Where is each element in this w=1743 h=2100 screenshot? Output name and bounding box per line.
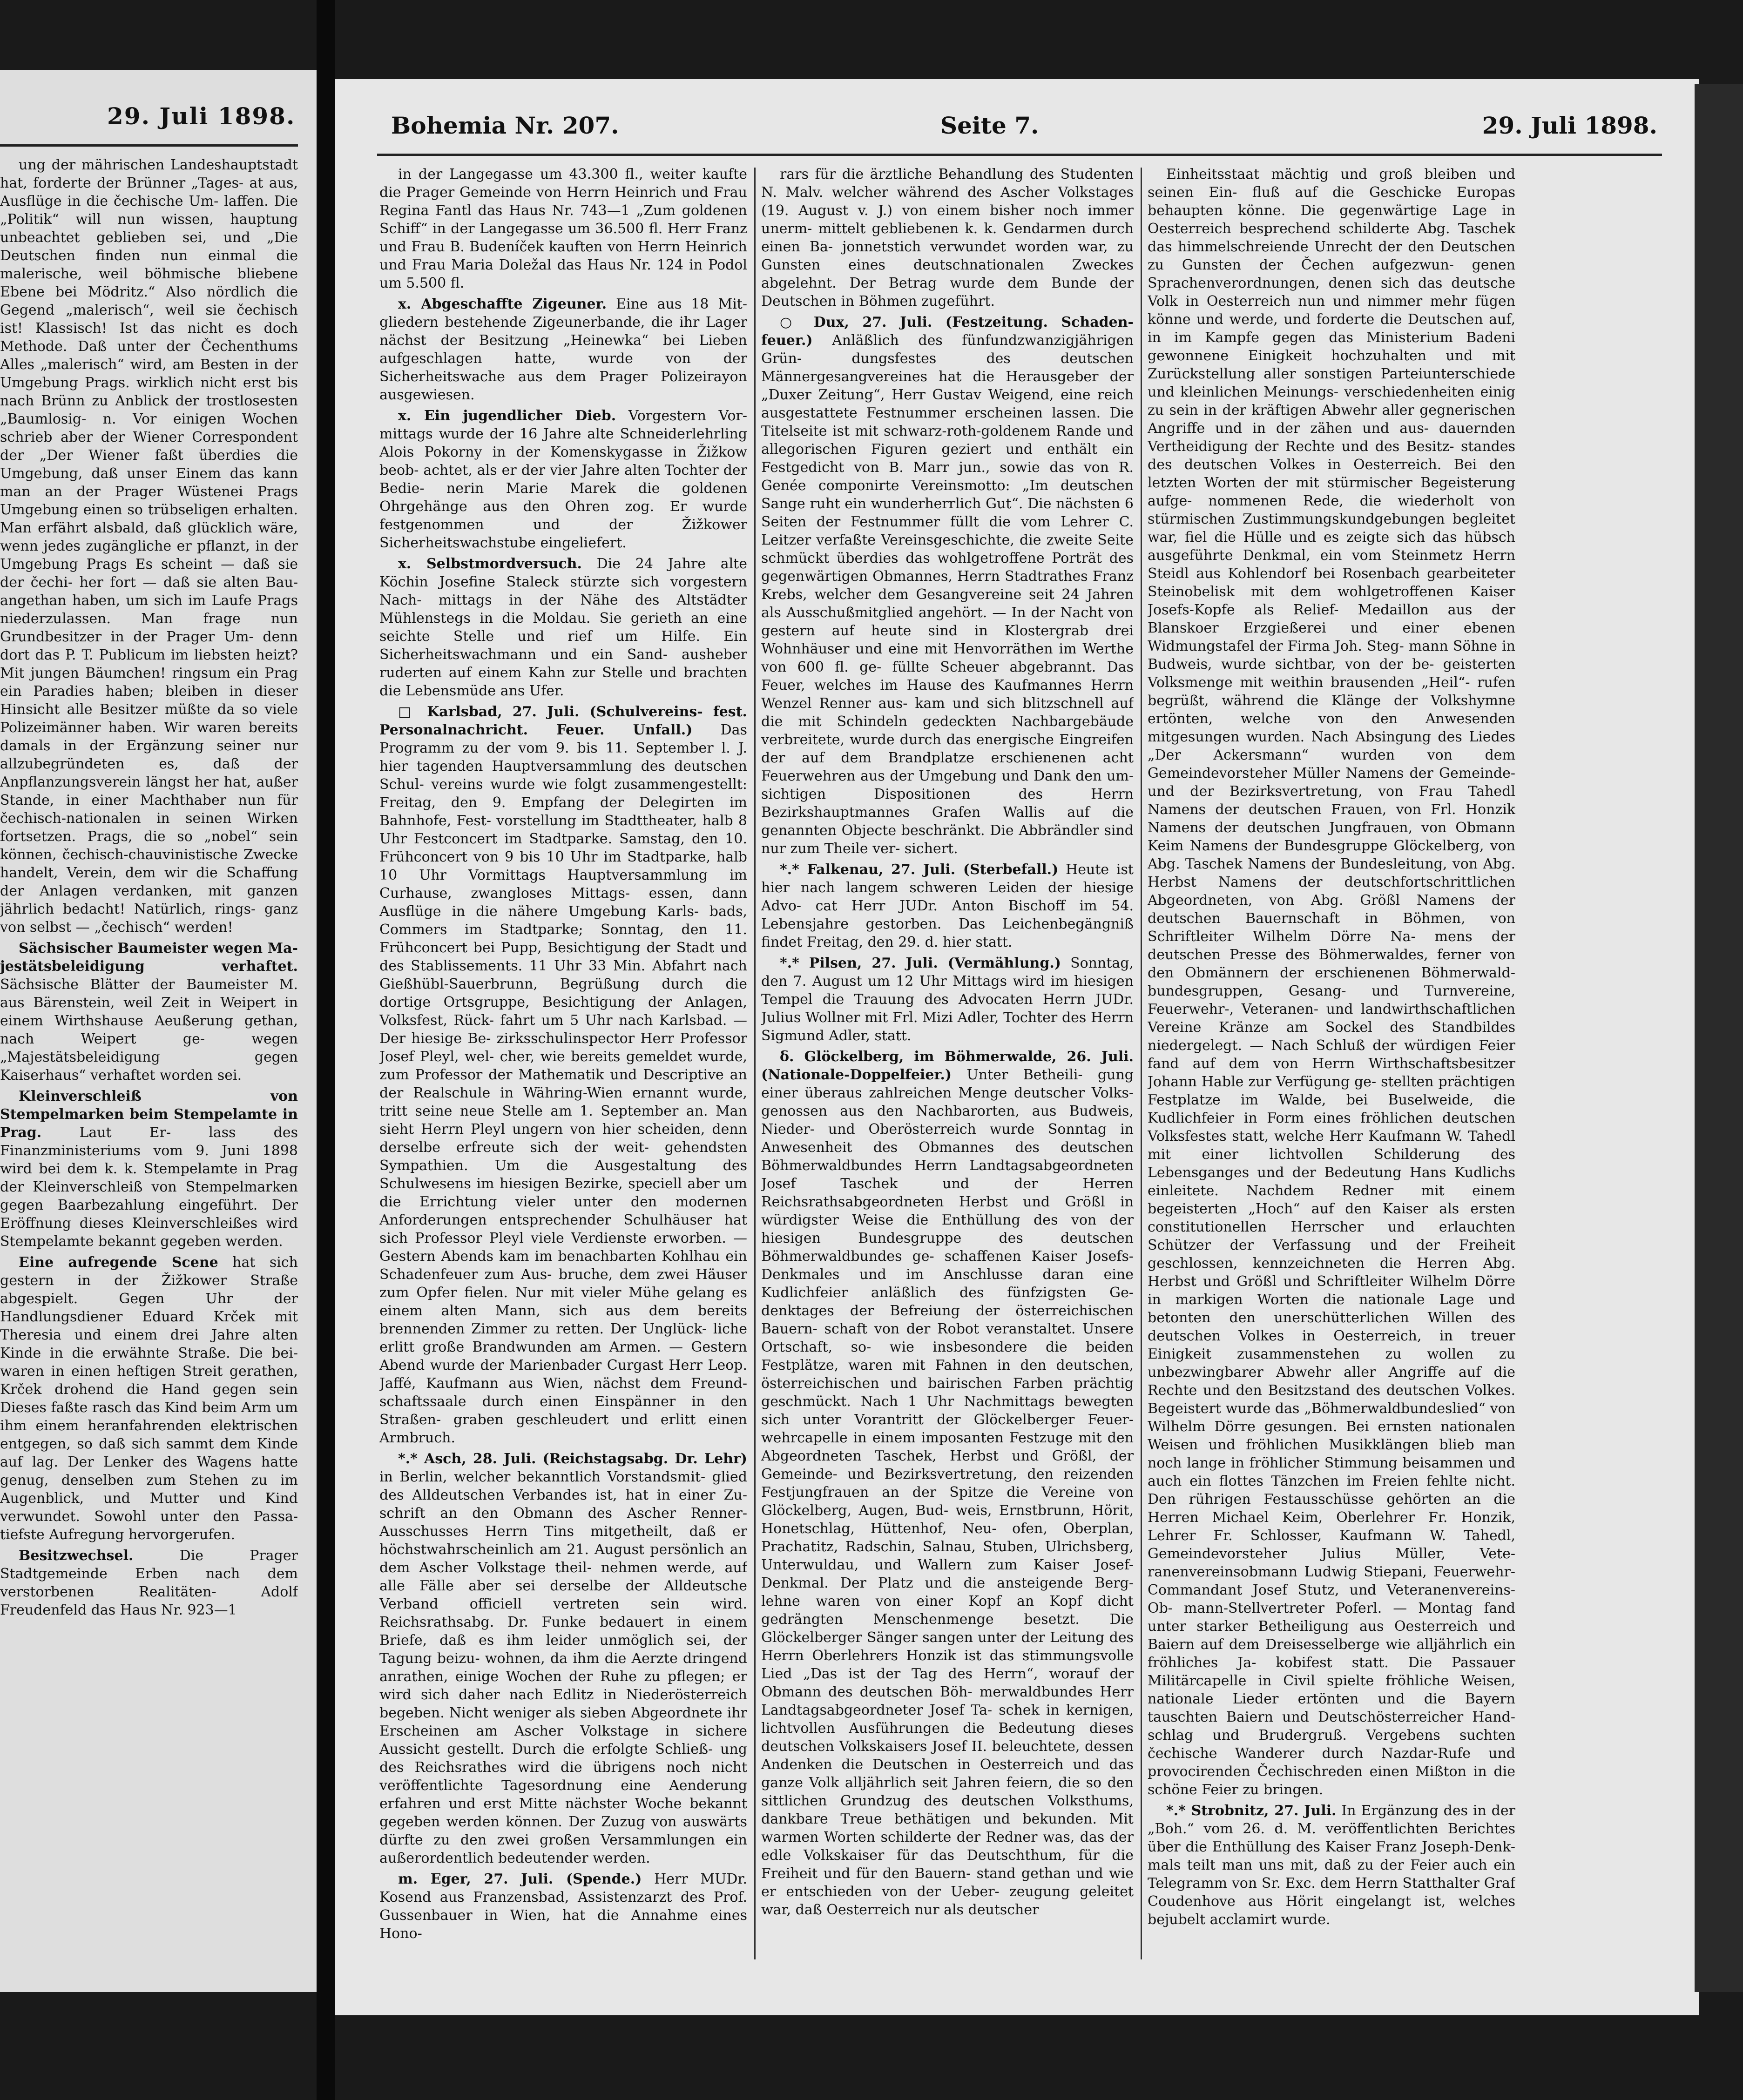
page-number: Seite 7. <box>940 112 1039 139</box>
column-separator <box>754 168 756 1959</box>
book-gutter <box>317 0 335 2100</box>
column-2 <box>761 165 1134 1966</box>
column-3 <box>1148 165 1515 1966</box>
article-text: Unter Betheili- gung einer überaus zahlreichen Menge deutscher Volks- genossen aus den Nachbarorten, aus Budweis, Nieder- und Oberösterreich wurde Sonntag in Anwesenheit des Obmannes des deutschen Böhmerwaldbundes Herrn Landtagsabgeordneten Josef Taschek und der Herren Reichsrathsabgeordneten Herbst und Größl in würdigster Weise die Enthüllung des von der hiesigen Bundesgruppe des deutschen Böhmerwaldbundes ge- schaffenen Kaiser Josefs-Denkmales und im Anschlusse daran eine Kudlichfeier anläßlich des fünfzigsten Ge- denktages der Befreiung der österreichischen Bauern- schaft von der Robot veranstaltet. Unsere Ortschaft, so- wie insbesondere die beiden Festplätze, waren mit Fahnen in den deutschen, österreichischen und bairischen Farben prächtig geschmückt. Nach 1 Uhr Nachmittags bewegten sich unter Vorantritt der Glöckelberger Feuer- wehrcapelle in einem imposanten Festzuge mit den Abgeordneten Taschek, Herbst und Größl, der Gemeinde- und Bezirksvertretung, den reizenden Festjungfrauen an der Spitze die Vereine von Glöckelberg, Augen, Bud- weis, Ernstbrunn, Hörit, Honetschlag, Hüttenhof, Neu- ofen, Oberplan, Prachatitz, Radschin, Salnau, Stuben, Ulrichsberg, Unterwuldau, und Wallern zum Kaiser Josef-Denkmal. Der Platz und die ansteigende Berg- lehne waren von einer Kopf an Kopf dicht gedrängten Menschenmenge besetzt. Die Glöckelberger Sänger sangen unter der Leitung des Herrn Oberlehrers Honzik ist das stimmungsvolle Lied „Das ist der Tag des Herrn“, worauf der Obmann des deutschen Böh- merwaldbundes Herr Landtagsabgeordneter Josef Ta- schek in kernigen, lichtvollen Ausführungen die Bedeutung dieses deutschen Volkskaisers Josef II. beleuchtete, dessen Andenken die Deutschen in Oesterreich und das ganze Volk alljährlich seit Jahren feiern, die so den sittlichen Grundzug des deutschen Volksthums, dankbare Treue bethätigen und bekunden. Mit warmen Worten schilderte der Redner was, das der edle Volkskaiser für das Deutschthum, für die Freiheit und für den Bauern- stand gethan und wie er entschieden von der Ueber- zeugung geleitet war, daß Oesterreich nur als deutscher <box>761 1067 1134 1918</box>
left-headline-3: Eine aufregende Scene <box>19 1254 218 1271</box>
column-separator <box>1141 168 1142 1959</box>
article-headline: *.* Strobnitz, 27. Juli. <box>1166 1803 1337 1819</box>
paper-title: Bohemia Nr. 207. <box>391 112 619 139</box>
article-text: In Ergänzung des in der „Boh.“ vom 26. d. M. veröffentlichten Berichtes über die Enthüllung des Kaiser Franz Joseph-Denk- mals teilt man uns mit, daß zu der Feier auch ein Telegramm von Sr. Exc. dem Herrn Statthalter Graf Coudenhove aus Hörit eingelangt ist, welches bejubelt acclamirt wurde. <box>1148 1803 1515 1928</box>
article-text: Anläßlich des fünfundzwanzigjährigen Grün- dungsfestes des deutschen Männergesangvereines hat die Herausgeber der „Duxer Zeitung“, Herr Gustav Weigend, eine reich ausgestattete Festnummer erscheinen lassen. Die Titelseite ist mit schwarz-roth-goldenem Rande und allegorischen Figuren geziert und enthält ein Festgedicht von B. Marr jun., sowie das von R. Genée componirte Vereinsmotto: „Im deutschen Sange ruht ein wunderherrlich Gut“. Die nächsten 6 Seiten der Festnummer füllt die vom Lehrer C. Leitzer verfaßte Vereinsgeschichte, die zweite Seite schmückt überdies das wohlgetroffene Porträt des gegenwärtigen Obmannes, Herrn Stadtrathes Franz Krebs, welcher dem Gesangvereine seit 24 Jahren als Ausschußmitglied angehört. — In der Nacht von gestern auf heute sind in Klostergrab drei Wohnhäuser und eine mit Henvorräthen im Werthe von 600 fl. ge- füllte Scheuer abgebrannt. Das Feuer, welches im Hause des Kaufmannes Herrn Wenzel Renner aus- kam und sich blitzschnell auf die mit Schindeln gedeckten Nachbargebäude verbreitete, wurde durch das energische Eingreifen der auf dem Brandplatze erschienenen acht Feuerwehren aus der Umgebung und Dank den um- sichtigen Dispositionen des Herrn Bezirkshauptmannes Grafen Wallis auf die genannten Objecte beschränkt. Die Abbrändler sind nur zum Theile ver- sichert. <box>761 332 1134 857</box>
article-text: rars für die ärztliche Behandlung des Studenten N. Malv. welcher während des Ascher Volkstages (19. August v. J.) von einem bisher noch immer unerm- mittelt gebliebenen k. k. Gendarmen durch einen Ba- jonnetstich verwundet worden war, zu Gunsten eines deutschnationalen Zweckes abgelehnt. Der Betrag wurde dem Bunde der Deutschen in Böhmen zugeführt. <box>761 166 1134 310</box>
article-headline: ○ Dux, 27. Juli. (Festzeitung. Schaden- feuer.) <box>761 314 1134 349</box>
left-article-text: ung der mährischen Landeshauptstadt hat, forderte der Brünner „Tages- at aus, Ausflüge in die čechische Um- laffen. Die „Politik“ will nun wissen, hauptung unbeachtet geblieben sei, und „Die Deutschen finden nun einmal die malerische, weil böhmische bliebene Ebene bei Mödritz.“ Also nördlich die Gegend „malerisch“, weil sie čechisch ist! Klassisch! Ist das nicht es doch Methode. Daß unter der Čechenthums Alles „malerisch“ wird, am Besten in der Umgebung Prags. wirklich nicht erst bis nach Brünn zu Anblick der trostlosesten „Baumlosig- n. Vor einigen Wochen schrieb aber der Wiener Correspondent der „Der Wiener faßt überdies die Umgebung, daß unser Einem das kann man an der Prager Wüstenei Prags Umgebung einen so trübseligen erhalten. Man erfährt alsbald, daß glücklich wäre, wenn jedes zugängliche er pflanzt, in der Umgebung Prags Es scheint — daß sie der čechi- her fort — daß sie alten Bau- angethan haben, um sich im Laufe Prags niederzulassen. Man frage nun Grundbesitzer in der Prager Um- denn dort das P. T. Publicum im liebsten heizt? Mit jungen Bäumchen! ringsum ein Prag ein Paradies haben; bleiben in dieser Hinsicht alle Besitzer müßte da so viele Polizeimänner haben. Wir waren bereits damals in der Ergänzung seiner nur allzubegründeten es, daß der Anpflanzungsverein längst her hat, außer Stande, in einer Machthaber nun für čechisch-nationalen in seinen Wirken fortsetzen. Prags, die so „nobel“ sein können, čechisch-chauvinistische Zwecke handelt, Verein, dem wir die Schaffung der Anlagen verdanken, mit ganzen jährlich bedacht! Natürlich, rings- ganz von selbst — „čechisch“ werden! <box>0 157 298 936</box>
left-article-2: Laut Er- lass des Finanzministeriums vom 9. Juni 1898 wird bei dem k. k. Stempelamte in Prag der Kleinverschleiß von Stempelmarken gegen Baarbezahlung eingeführt. Der Eröffnung dieses Kleinverschleißes wird Stempelamte bekannt gegeben werden. <box>0 1124 298 1250</box>
header-rule <box>377 154 1662 156</box>
article-text: Einheitsstaat mächtig und groß bleiben und seinen Ein- fluß auf die Geschicke Europas behaupten könne. Die gegenwärtige Lage in Oesterreich besprechend schilderte Abg. Taschek das himmelschreiende Unrecht der den Deutschen zu Gunsten der Čechen aufgezwun- genen Sprachenverordnungen, denen sich das deutsche Volk in Oesterreich nun und nimmer mehr fügen könne und werde, und forderte die Deutschen auf, in im Kampfe gegen das Ministerium Badeni gewonnene Einigkeit hochzuhalten und mit Zurückstellung aller sonstigen Parteiunterschiede und kleinlichen Meinungs- verschiedenheiten einig zu sein in der kräftigen Abwehr aller gegnerischen Angriffe und in der zähen und aus- dauernden Vertheidigung der Rechte und des Besitz- standes des deutschen Volkes in Oesterreich. Bei den letzten Worten der mit stürmischer Begeisterung aufge- nommenen Rede, die wiederholt von stürmischen Zustimmungskundgebungen begleitet war, fiel die Hülle und es zeigte sich das hübsch ausgeführte Denkmal, ein vom Steinmetz Herrn Steidl aus Kohlendorf bei Rosenbach gearbeiteter Steinobelisk mit dem wohlgetroffenen Kaiser Josefs-Kopfe als Relief- Medaillon aus der Blanskoer Erzgießerei und einer ebenen Widmungstafel der Firma Joh. Steg- mann Söhne in Budweis, wurde sichtbar, von der be- geisterten Volksmenge mit weithin brausenden „Heil“- rufen begrüßt, während die Klänge der Volkshymne ertönten, welche von den Anwesenden mitgesungen wurden. Nach Absingung des Liedes „Der Ackersmann“ wurden von dem Gemeindevorsteher Müller Namens der Gemeinde- und der Bezirksvertretung, von Frau Tahedl Namens der deutschen Frauen, von Frl. Honzik Namens der deutschen Jungfrauen, von Obmann Keim Namens der Bundesgruppe Glöckelberg, von Abg. Taschek Namens der Bundesleitung, von Abg. Herbst Namens der deutschfortschrittlichen Abgeordneten, von Abg. Größl Namens der deutschen Bauernschaft in Böhmen, von Schriftleiter Wilhelm Dörre Na- mens der deutschen Presse des Böhmerwaldes, ferner von den Obmännern der erschienenen Böhmerwald- bundesgruppen, Gesang- und Turnvereine, Feuerwehr-, Veteranen- und landwirthschaftlichen Vereine Kränze am Sockel des Standbildes niedergelegt. — Nach Schluß der würdigen Feier fand auf dem von Herrn Wirthschaftsbesitzer Johann Hable zur Verfügung ge- stellten prächtigen Festplatze im Walde, bei Buselweide, die Kudlichfeier in Form eines fröhlichen deutschen Volksfestes statt, welche Herr Kaufmann W. Tahedl mit einer lichtvollen Schilderung des Lebensganges und der Bedeutung Hans Kudlichs einleitete. Nachdem Redner mit einem begeisterten „Hoch“ auf den Kaiser als ersten constitutionellen Herrscher und erlauchten Schützer der Verfassung und der Freiheit geschlossen, kennzeichneten die Herren Abg. Herbst und Größl und Schriftleiter Wilhelm Dörre in markigen Worten die nationale Lage und betonten den unerschütterlichen Willen des deutschen Volkes in Oesterreich, in treuer Einigkeit zusammenstehen zu wollen zu unbezwingbarer Abwehr aller Angriffe auf die Rechte und den Besitzstand des deutschen Volkes. Begeistert wurde das „Böhmerwaldbundeslied“ von Wilhelm Dörre gesungen. Bei ernsten nationalen Weisen und fröhlichen Musikklängen blieb man noch lange in fröhlicher Stimmung beisammen und auch ein flottes Tänzchen im Freien fehlte nicht. Den rührigen Festausschüsse gehörten an die Herren Michael Keim, Oberlehrer Fr. Honzik, Lehrer Fr. Schlosser, Kaufmann W. Tahedl, Gemeindevorsteher Julius Müller, Vete- ranenvereinsobmann Ludwig Stiepani, Feuerwehr- Commandant Josef Stutz, und Veteranenvereins-Ob- mann-Stellvertreter Poferl. — Montag fand unter starker Betheiligung aus Oesterreich und Baiern auf dem Dreisesselberge wie alljährlich ein fröhliches Ja- kobifest statt. Die Passauer Militärcapelle in Civil spielte fröhliche Weisen, nationale Lieder ertönten und die Bayern tauschten Baiern und Deutschösterreicher Hand- schlag und Brudergruß. Vergebens suchten čechische Wanderer durch Nazdar-Rufe und provocirenden Čechischreden einen Mißton in die schöne Feier zu bringen. <box>1148 166 1515 1798</box>
article-headline: x. Ein jugendlicher Dieb. <box>398 408 616 424</box>
article-text: Vorgestern Vor- mittags wurde der 16 Jahre alte Schneiderlehrling Alois Pokorny in der Komenskygasse in Žižkow beob- achtet, als er der vier Jahre alten Tochter der Bedie- nerin Marie Marek die goldenen Ohrgehänge aus den Ohren zog. Er wurde festgenommen und der Žižkower Sicherheitswachstube eingeliefert. <box>379 408 747 551</box>
article-headline: δ. Glöckelberg, im Böhmerwalde, 26. Juli. (Nationale-Doppelfeier.) <box>761 1049 1134 1083</box>
article-headline: *.* Asch, 28. Juli. (Reichstagsabg. Dr. Lehr) <box>398 1451 747 1467</box>
left-headline-4: Besitzwechsel. <box>19 1548 134 1564</box>
right-page <box>335 79 1699 2015</box>
left-page <box>0 70 317 1992</box>
page-date: 29. Juli 1898. <box>1482 112 1657 139</box>
article-text: Eine aus 18 Mit- gliedern bestehende Zigeunerbande, die ihr Lager nächst der Besitzung „Heinewka“ bei Lieben aufgeschlagen hatte, wurde von der Sicherheitswache aus dem Prager Polizeirayon ausgewiesen. <box>379 296 747 403</box>
article-text: Die 24 Jahre alte Köchin Josefine Staleck stürzte sich vorgestern Nach- mittags in der Nähe des Altstädter Mühlenstegs in die Moldau. Sie gerieth an eine seichte Stelle und rief um Hilfe. Ein Sicherheitswachmann und ein Sand- ausheber ruderten auf einem Kahn zur Stelle und brachten die Lebensmüde ans Ufer. <box>379 556 747 699</box>
article-headline: m. Eger, 27. Juli. (Spende.) <box>398 1871 642 1887</box>
left-article-1: Sächsische Blätter der Baumeister M. aus Bärenstein, weil Zeit in Weipert in einem Wirthshause Aeußerung gethan, nach Weipert ge- wegen „Majestätsbeleidigung gegen Kaiserhaus“ verhaftet worden sei. <box>0 976 298 1084</box>
column-1 <box>379 165 747 1966</box>
page-edge <box>1695 84 1743 1992</box>
left-headline-1: Sächsischer Baumeister wegen Ma- jestätsbeleidigung verhaftet. <box>0 940 298 975</box>
article-headline: x. Abgeschaffte Zigeuner. <box>398 296 607 312</box>
article-headline: x. Selbstmordversuch. <box>398 556 582 572</box>
article-text: Sonntag, den 7. August um 12 Uhr Mittags wird im hiesigen Tempel die Trauung des Advocaten Herrn JUDr. Julius Wollner mit Frl. Mizi Adler, Tochter des Herrn Sigmund Adler, statt. <box>761 955 1134 1044</box>
article-text: Heute ist hier nach langem schweren Leiden der hiesige Advo- cat Herr JUDr. Anton Bischoff im 54. Lebensjahre gestorben. Das Leichenbegängniß findet Freitag, den 29. d. hier statt. <box>761 862 1134 950</box>
left-page-column <box>0 156 298 1957</box>
left-article-4: Die Prager Stadtgemeinde Erben nach dem verstorbenen Realitäten- Adolf Freudenfeld das Haus Nr. 923—1 <box>0 1548 298 1618</box>
article-text: in Berlin, welcher bekanntlich Vorstandsmit- glied des Alldeutschen Verbandes ist, hat in einer Zu- schrift an den Obmann des Ascher Renner-Ausschusses Herrn Tins mitgetheilt, daß er höchstwahrscheinlich am 21. August persönlich an dem Ascher Volkstage theil- nehmen werde, auf alle Fälle aber sei derselbe der Alldeutsche Verband officiell vertreten sein wird. Reichsrathsabg. Dr. Funke bedauert in einem Briefe, daß es ihm leider unmöglich sei, der Tagung beizu- wohnen, da ihm die Aerzte dringend anrathen, einige Wochen der Ruhe zu pflegen; er wird sich daher nach Edlitz in Niederösterreich begeben. Nicht weniger als sieben Abgeordnete ihr Erscheinen am Ascher Volkstage in sichere Aussicht gestellt. Durch die erfolgte Schließ- ung des Reichsrathes wird die übrigens noch nicht veröffentlichte Tagesordnung eine Aenderung erfahren und erst Mitte nächster Woche bekannt gegeben werden können. Der Zuzug von auswärts dürfte zu den zwei großen Versammlungen ein außerordentlich bedeutender werden. <box>379 1469 747 1866</box>
article-text: in der Langegasse um 43.300 fl., weiter kaufte die Prager Gemeinde von Herrn Heinrich und Frau Regina Fantl das Haus Nr. 743—1 „Zum goldenen Schiff“ in der Langegasse um 36.500 fl. Herr Franz und Frau B. Budeníček kauften von Herrn Heinrich und Frau Maria Doležal das Haus Nr. 124 in Podol um 5.500 fl. <box>379 166 747 291</box>
left-headline-2: Kleinverschleiß von Stempelmarken beim Stempelamte in Prag. <box>0 1088 298 1141</box>
article-headline: *.* Falkenau, 27. Juli. (Sterbefall.) <box>780 862 1059 878</box>
left-article-3: hat sich gestern in der Žižkower Straße abgespielt. Gegen Uhr der Handlungsdiener Eduard Krček mit Theresia und einem drei Jahre alten Kinde in die erwähnte Straße. Die bei- waren in einen heftigen Streit gerathen, Krček drohend die Hand gegen sein Dieses faßte rasch das Kind beim Arm um ihm einem heranfahrenden elektrischen entgegen, so daß sich sammt dem Kinde auf lag. Der Lenker des Wagens hatte genug, denselben zum Stehen zu im Augenblick, und Mutter und Kind verwundet. Sowohl unter den Passa- tiefste Aufregung hervorgerufen. <box>0 1254 298 1543</box>
article-text: Herr MUDr. Kosend aus Franzensbad, Assistenzarzt des Prof. Gussenbauer in Wien, hat die Annahme eines Hono- <box>379 1871 747 1942</box>
left-header-rule <box>0 144 298 147</box>
article-headline: *.* Pilsen, 27. Juli. (Vermählung.) <box>780 955 1061 971</box>
article-text: Das Programm zu der vom 9. bis 11. September l. J. hier tagenden Hauptversammlung des deutschen Schul- vereins wurde wie folgt zusammengestellt: Freitag, den 9. Empfang der Delegirten im Bahnhofe, Fest- vorstellung im Stadttheater, halb 8 Uhr Festconcert im Stadtparke. Samstag, den 10. Frühconcert von 9 bis 10 Uhr im Stadtparke, halb 10 Uhr Vormittags Hauptversammlung im Curhause, zwangloses Mittags- essen, dann Ausflüge in die nähere Umgebung Karls- bads, Commers im Stadtparke; Sonntag, den 11. Frühconcert bei Pupp, Besichtigung der Stadt und des Stablissements. 11 Uhr 33 Min. Abfahrt nach Gießhübl-Sauerbrunn, Begrüßung durch die dortige Ortsgruppe, Besichtigung der Anlagen, Volksfest, Rück- fahrt um 5 Uhr nach Karlsbad. — Der hiesige Be- zirksschulinspector Herr Professor Josef Pleyl, wel- cher, wie bereits gemeldet wurde, zum Professor der Mathematik und Descriptive an der Realschule in Währing-Wien ernannt wurde, tritt seine neue Stelle am 1. September an. Man sieht Herrn Pleyl ungern von hier scheiden, denn derselbe erfreute sich der weit- gehendsten Sympathien. Um die Ausgestaltung des Schulwesens im hiesigen Bezirke, speciell aber um die Errichtung vieler unter den modernen Anforderungen entsprechender Schulhäuser hat sich Professor Pleyl viele Verdienste erworben. — Gestern Abends kam im benachbarten Kohlhau ein Schadenfeuer zum Aus- bruche, dem zwei Häuser zum Opfer fielen. Nur mit vieler Mühe gelang es einem alten Mann, sich aus dem bereits brennenden Zimmer zu retten. Der Unglück- liche erlitt große Brandwunden am Armen. — Gestern Abend wurde der Marienbader Curgast Herr Leop. Jaffé, Kaufmann aus Wien, nächst dem Freund- schaftssaale durch einen Einspänner in den Straßen- graben geschleudert und erlitt einen Armbruch. <box>379 722 747 1446</box>
article-headline: □ Karlsbad, 27. Juli. (Schulvereins- fest. Personalnachricht. Feuer. Unfall.) <box>379 704 747 738</box>
left-page-date: 29. Juli 1898. <box>107 102 296 130</box>
